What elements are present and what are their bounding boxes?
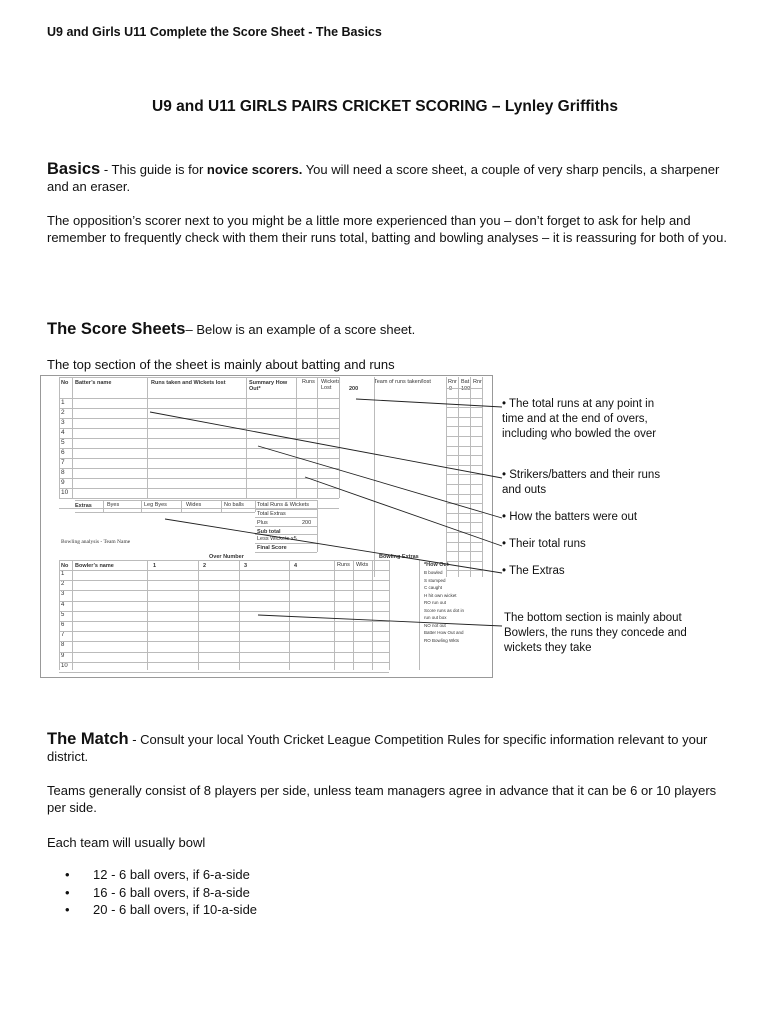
bowl-col-1: 1: [153, 563, 157, 569]
less-wickets: Less Wickets x5: [257, 536, 297, 542]
bowl-col-3: 3: [244, 563, 248, 569]
match-heading: The Match: [47, 730, 129, 748]
match-rest: - Consult your local Youth Cricket League Competition Rules for specific information relevant to your district.: [47, 732, 708, 764]
total-extras: Total Extras: [257, 511, 286, 517]
how-out-entry: RO run out: [424, 600, 447, 605]
over-number: Over Number: [209, 554, 244, 560]
batting-row-number: 1: [61, 399, 65, 406]
bottom-note: The bottom section is mainly about Bowlers, the runs they concede and wickets they take: [504, 612, 687, 654]
batting-row-number: 3: [61, 419, 65, 426]
col-runs-wickets: Runs taken and Wickets lost: [151, 380, 226, 386]
col-summary-how-out: Summary How Out*: [249, 380, 288, 392]
score-sheets-paragraph: [47, 321, 727, 338]
col-wickets-lost: Wickets Lost: [321, 379, 341, 391]
basics-heading: Basics: [47, 160, 101, 178]
col-batter-name: Batter’s name: [75, 380, 112, 386]
score-sheets-rest: – Below is an example of a score sheet.: [185, 322, 416, 337]
bowling-row-number: 7: [61, 632, 65, 639]
batting-row-number: 6: [61, 449, 65, 456]
how-out-title: *How Out: [424, 562, 449, 568]
basics-lead: - This guide is for: [100, 162, 207, 177]
total-runs-wickets: Total Runs & Wickets: [257, 502, 309, 508]
how-out-entry: NO not out: [424, 622, 446, 628]
bowling-row-number: 5: [61, 611, 65, 618]
callout-strikers: • Strikers/batters and their runs and outs: [502, 469, 661, 496]
match-paragraph-2: Teams generally consist of 8 players per side, unless team managers agree in advance that it can be 6 or 10 players per side.: [47, 783, 717, 815]
batting-row-number: 2: [61, 409, 65, 416]
extras-wides: Wides: [186, 502, 202, 508]
bowling-row-number: 9: [61, 652, 65, 659]
plus: Plus: [257, 520, 268, 526]
bowl-col-runs: Runs: [337, 562, 350, 568]
how-out-entry: Batter How Out and: [424, 630, 464, 635]
grid-bat: Bat: [461, 379, 470, 385]
match-paragraph: [47, 731, 727, 765]
bowling-overs-list: [60, 866, 257, 919]
list-item: • 20 - 6 ball overs, if 10-a-side: [60, 901, 257, 919]
col-runs: Runs: [302, 379, 315, 385]
how-out-entry: run out box: [424, 615, 447, 620]
basics-paragraph-2: The opposition’s scorer next to you might be a little more experienced than you – don’t forget to ask for help and remember to frequently check with them their runs total, batting and bowling analyses – it is reassuring for both of you.: [47, 213, 727, 245]
team-200: 200: [349, 386, 359, 392]
basics-emphasis: novice scorers.: [206, 162, 303, 177]
list-item: • 16 - 6 ball overs, if 8-a-side: [60, 884, 257, 902]
bowl-col-4: 4: [294, 563, 298, 569]
bowling-row-number: 6: [61, 622, 65, 628]
how-out-entry: Score runs as dot in: [424, 607, 465, 613]
extras-byes: Byes: [107, 502, 120, 508]
callout-total: • Their total runs: [502, 538, 586, 550]
score-sheets-heading: The Score Sheets: [47, 320, 186, 338]
extras-label: Extras: [75, 503, 92, 509]
batting-row-number: 4: [61, 429, 65, 436]
extras-no-balls: No balls: [224, 502, 244, 508]
batting-row-number: 9: [61, 479, 65, 486]
col-team-runs: Team of runs taken/lost: [374, 379, 431, 385]
page-header: U9 and Girls U11 Complete the Score Sheet - The Basics: [47, 25, 382, 39]
batting-row-number: 8: [61, 469, 65, 476]
page-title: U9 and U11 GIRLS PAIRS CRICKET SCORING – Lynley Griffiths: [152, 98, 618, 115]
batting-row-number: 5: [61, 439, 65, 446]
bowling-row-number: 3: [61, 591, 65, 598]
callout-how-out: • How the batters were out: [502, 511, 638, 523]
bowl-col-wkts: Wkts: [356, 562, 369, 568]
bowl-col-no: No: [61, 563, 69, 569]
bowling-extras: Bowling Extras: [379, 554, 419, 560]
bowling-row-number: 8: [61, 642, 65, 649]
callout-extras: • The Extras: [502, 565, 565, 577]
sub-total: Sub total: [257, 529, 281, 535]
col-no: No: [61, 380, 69, 386]
how-out-entry: C caught: [424, 585, 443, 590]
bowling-row-number: 4: [61, 601, 65, 608]
callout-total-runs: • The total runs at any point in time and at the end of overs, including who bowled the over: [502, 398, 657, 440]
grid-rnr-1: Rnr: [448, 379, 457, 385]
grid-rnr-2: Rnr: [473, 379, 482, 385]
match-paragraph-3: Each team will usually bowl: [47, 835, 206, 850]
final-score: Final Score: [257, 545, 287, 551]
top-section-note: The top section of the sheet is mainly about batting and runs: [47, 357, 395, 372]
batting-row-number: 10: [61, 489, 69, 496]
how-out-entry: RO Bowling Wkts: [424, 637, 460, 643]
bowling-row-number: 10: [61, 662, 68, 669]
bowling-title: Bowling analysis - Team Name: [61, 539, 131, 545]
plus-200: 200: [302, 520, 312, 526]
bowl-col-name: Bowler’s name: [75, 563, 114, 569]
grid-100: 100: [461, 386, 471, 392]
basics-rest: You will need a score sheet, a couple of very sharp pencils, a sharpener and an eraser.: [47, 162, 720, 194]
how-out-entry: B bowled: [424, 570, 443, 575]
how-out-entry: S stumped: [424, 577, 446, 583]
how-out-entry: H hit own wicket: [424, 592, 457, 598]
list-item: • 12 - 6 ball overs, if 6-a-side: [60, 866, 257, 884]
bowl-col-2: 2: [203, 563, 207, 569]
extras-leg-byes: Leg Byes: [144, 502, 167, 508]
basics-paragraph: [47, 161, 727, 195]
bowling-row-number: 2: [61, 581, 65, 588]
score-sheet: [40, 375, 493, 678]
grid-0: 0: [449, 386, 453, 392]
bowling-row-number: 1: [61, 571, 65, 577]
batting-row-number: 7: [61, 459, 65, 466]
